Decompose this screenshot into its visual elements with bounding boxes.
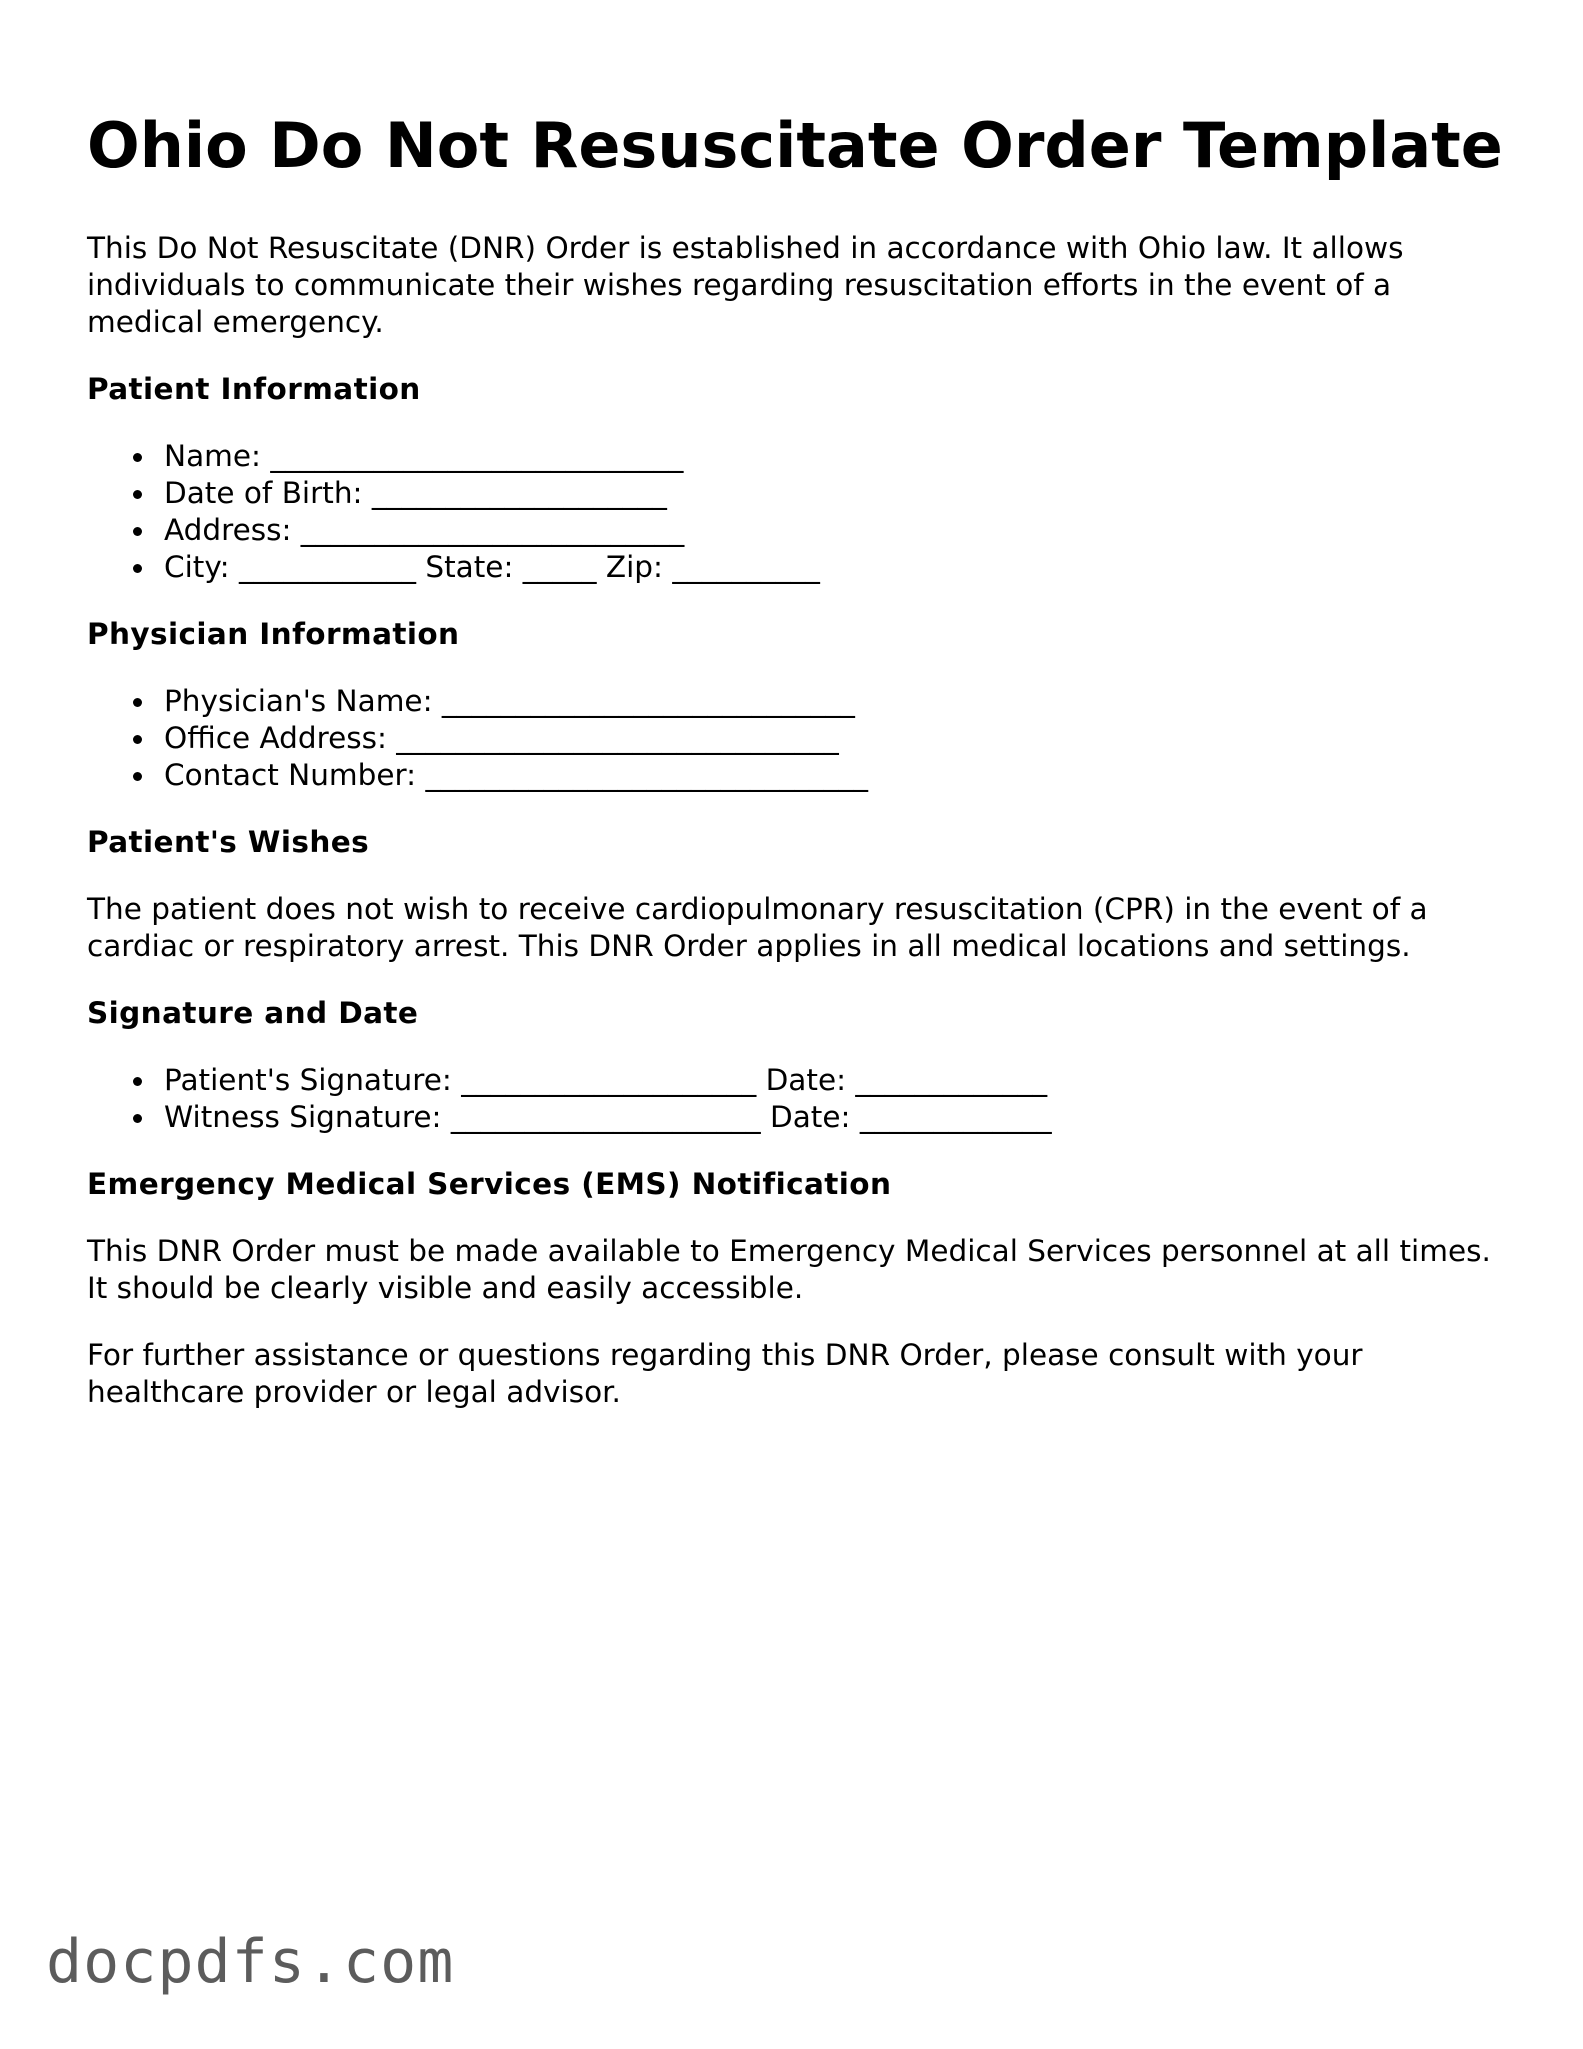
patient-name-field: Name: ____________________________ [164,438,1507,475]
patient-address-field: Address: __________________________ [164,512,1507,549]
patient-wishes-paragraph: The patient does not wish to receive cardiopulmonary resuscitation (CPR) in the event of a cardiac or respiratory arrest. This DNR Order applies in all medical locations and settings. [87,892,1428,963]
intro-paragraph: This Do Not Resuscitate (DNR) Order is established in accordance with Ohio law. It allows individuals to communicate their wishes regarding resuscitation efforts in the event of a medical emergency. [87,231,1404,339]
ems-heading: Emergency Medical Services (EMS) Notification [87,1167,892,1201]
signature-list [87,1062,1507,1136]
contact-number-field: Contact Number: ______________________________ [164,757,1507,794]
patient-city-state-zip-field: City: ____________ State: _____ Zip: __________ [164,549,1507,586]
patient-wishes-heading: Patient's Wishes [87,825,370,859]
watermark: docpdfs.com [46,1927,455,1997]
closing-paragraph: For further assistance or questions regarding this DNR Order, please consult with your healthcare provider or legal advisor. [87,1338,1363,1409]
physician-info-heading: Physician Information [87,617,460,651]
patient-info-list [87,438,1507,586]
ems-paragraph: This DNR Order must be made available to Emergency Medical Services personnel at all times. It should be clearly visible and easily accessible. [87,1234,1491,1305]
signature-heading: Signature and Date [87,996,419,1030]
office-address-field: Office Address: ______________________________ [164,720,1507,757]
patient-dob-field: Date of Birth: ____________________ [164,475,1507,512]
physician-info-list [87,683,1507,794]
document-title: Ohio Do Not Resuscitate Order Template [87,109,1503,182]
patient-info-heading: Patient Information [87,372,421,406]
witness-signature-field: Witness Signature: _____________________ Date: _____________ [164,1099,1507,1136]
physician-name-field: Physician's Name: ____________________________ [164,683,1507,720]
patient-signature-field: Patient's Signature: ____________________ Date: _____________ [164,1062,1507,1099]
document-page [87,110,1507,1441]
